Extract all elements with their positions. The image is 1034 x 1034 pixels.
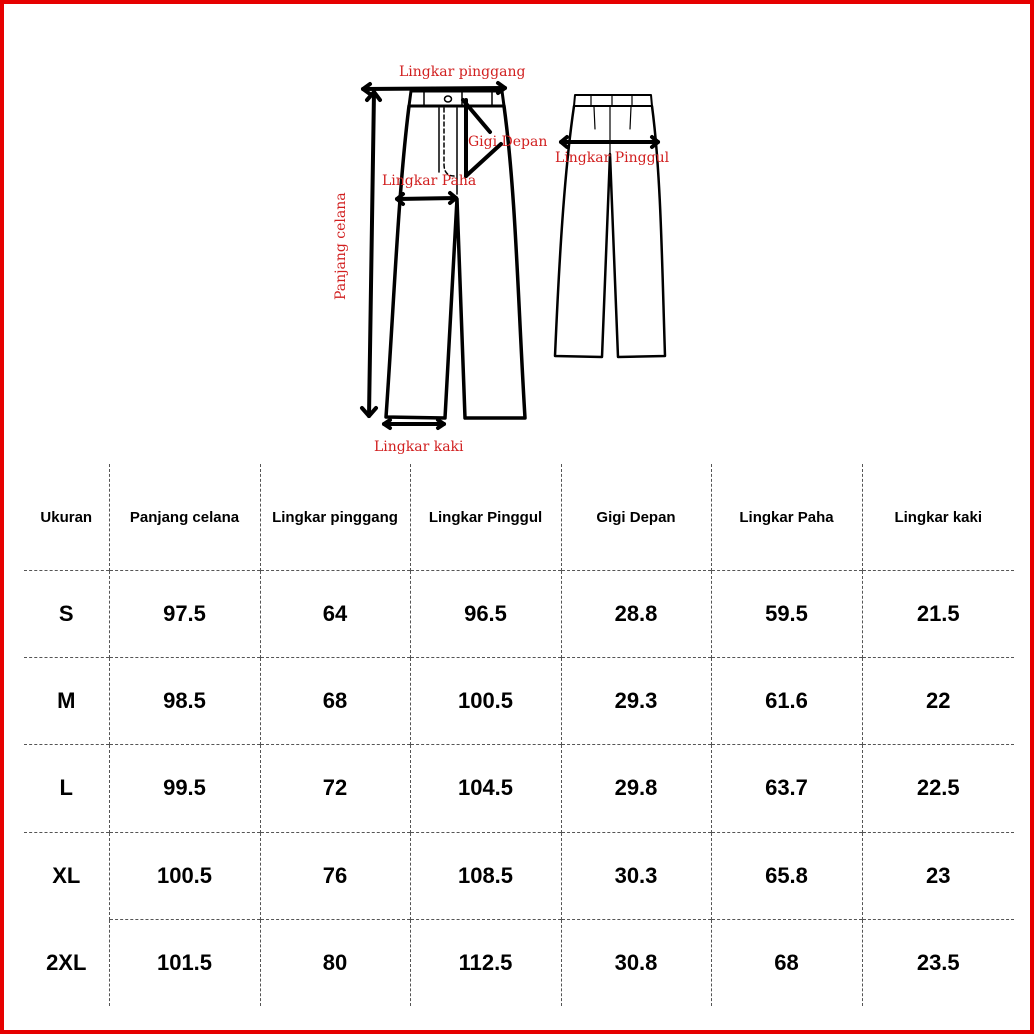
table-cell: 22: [862, 658, 1014, 745]
table-cell: 30.3: [561, 832, 711, 919]
thigh-arrow: [397, 193, 456, 204]
hem-label: Lingkar kaki: [374, 439, 464, 455]
size-cell: XL: [24, 832, 109, 919]
pants-back-view: [555, 95, 665, 357]
header-cell: Lingkar pinggang: [260, 464, 410, 571]
size-cell: S: [24, 571, 109, 658]
table-cell: 104.5: [410, 745, 561, 832]
table-cell: 61.6: [711, 658, 862, 745]
table-cell: 68: [711, 919, 862, 1006]
table-cell: 30.8: [561, 919, 711, 1006]
header-cell: Lingkar Paha: [711, 464, 862, 571]
table-cell: 23: [862, 832, 1014, 919]
table-cell: 76: [260, 832, 410, 919]
table-cell: 100.5: [410, 658, 561, 745]
table-cell: 63.7: [711, 745, 862, 832]
table-cell: 98.5: [109, 658, 260, 745]
table-cell: 100.5: [109, 832, 260, 919]
table-cell: 28.8: [561, 571, 711, 658]
table-cell: 108.5: [410, 832, 561, 919]
header-cell: Lingkar kaki: [862, 464, 1014, 571]
hip-label: Lingkar Pinggul: [555, 150, 670, 166]
size-cell: 2XL: [46, 949, 87, 975]
hem-arrow: [384, 420, 444, 428]
table-cell: 22.5: [862, 745, 1014, 832]
table-cell: 21.5: [862, 571, 1014, 658]
table-cell: 72: [260, 745, 410, 832]
waist-label: Lingkar pinggang: [399, 64, 526, 80]
table-cell: 80: [260, 919, 410, 1006]
table-cell: 29.3: [561, 658, 711, 745]
size-table: [24, 464, 1014, 1006]
table-cell: 96.5: [410, 571, 561, 658]
table-row: [24, 919, 1014, 1006]
table-row: [24, 745, 1014, 832]
size-cell: M: [24, 658, 109, 745]
size-cell: L: [24, 745, 109, 832]
header-cell: Ukuran: [40, 508, 93, 526]
table-row: [24, 571, 1014, 658]
header-cell: Gigi Depan: [561, 464, 711, 571]
table-cell: 101.5: [109, 919, 260, 1006]
thigh-label: Lingkar Paha: [382, 173, 477, 189]
length-arrow: [362, 92, 380, 416]
pants-measurement-diagram: [4, 4, 1034, 464]
front-rise-label: Gigi Depan: [468, 134, 548, 150]
table-cell: 68: [260, 658, 410, 745]
table-header-row: [24, 464, 1014, 571]
table-cell: 29.8: [561, 745, 711, 832]
table-cell: 99.5: [109, 745, 260, 832]
header-cell: Lingkar Pinggul: [410, 464, 561, 571]
length-label: Panjang celana: [333, 192, 349, 300]
table-row: [24, 658, 1014, 745]
table-cell: 65.8: [711, 832, 862, 919]
header-cell: Panjang celana: [109, 464, 260, 571]
table-cell: 64: [260, 571, 410, 658]
table-cell: 23.5: [862, 919, 1014, 1006]
table-cell: 97.5: [109, 571, 260, 658]
table-cell: 112.5: [410, 919, 561, 1006]
table-cell: 59.5: [711, 571, 862, 658]
table-row: [24, 832, 1014, 919]
